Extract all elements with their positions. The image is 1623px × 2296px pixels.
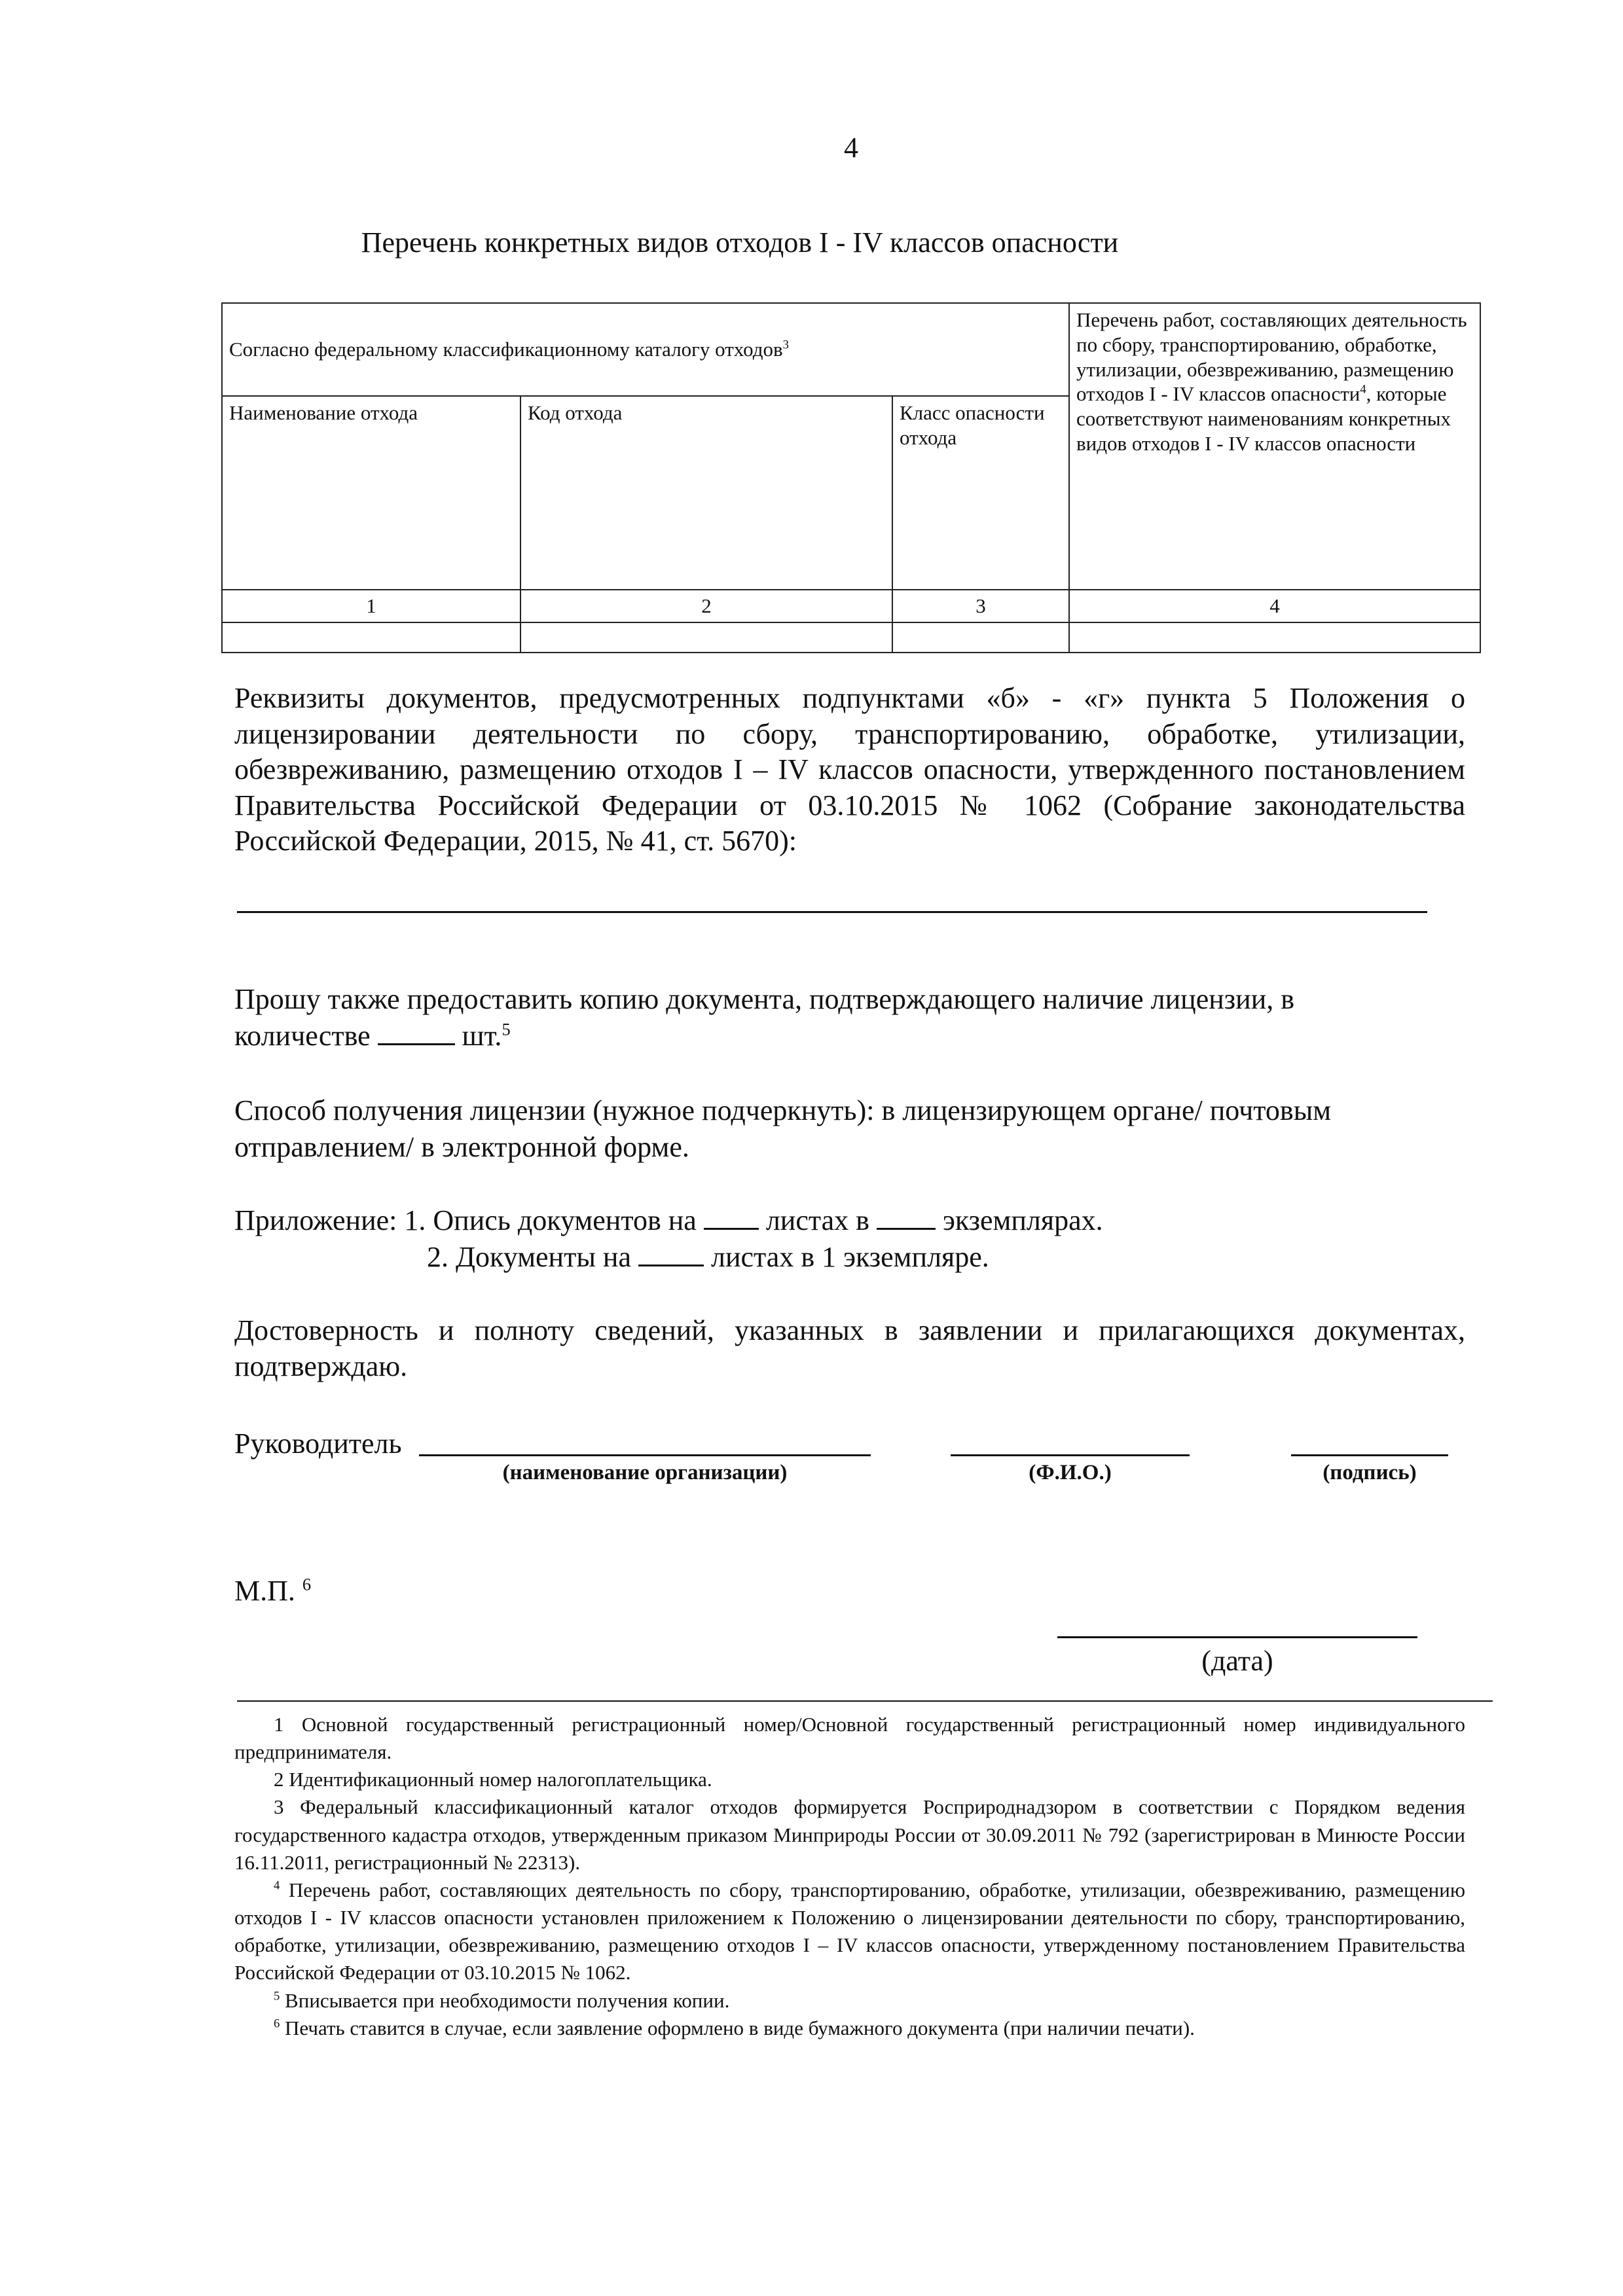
footnote <box>234 1711 1465 1766</box>
copy-quantity-label: количестве <box>234 1020 371 1052</box>
stamp-label: М.П. <box>234 1575 295 1607</box>
signature-caption: (подпись) <box>1322 1461 1417 1484</box>
footnote-mark: 2 <box>274 1768 284 1791</box>
footnote-ref-3: 3 <box>782 338 789 352</box>
footnote-text: Печать ставится в случае, если заявление оформлено в виде бумажного документа (при наличии печати). <box>285 2016 1195 2039</box>
organization-line[interactable] <box>419 1454 871 1456</box>
copy-unit: шт. <box>462 1020 502 1052</box>
signature-line[interactable] <box>1291 1454 1448 1456</box>
attachment-1-text: 1. Опись документов на <box>404 1204 697 1236</box>
footnote-mark: 1 <box>274 1713 284 1736</box>
col-number: 2 <box>520 590 892 622</box>
footnote-text: Перечень работ, составляющих деятельность по сбору, транспортированию, обработке, утилизации, обезвреживанию, размещению отходов I - IV классов опасности установлен приложением к Положению о лицензировании деятельности по сбору, транспортированию, обработке, утилизации, обезвреживанию, размещению отходов I – IV классов опасности, утвержденному постановлением Правительства Российской Федерации от 03.10.2015 № 1062. <box>234 1878 1466 1984</box>
requisites-fill-line[interactable] <box>237 911 1427 913</box>
copy-request-line1: Прошу также предоставить копию документа, подтверждающего наличие лицензии, в <box>234 983 1295 1015</box>
col-number: 3 <box>892 590 1069 622</box>
footnote-mark: 3 <box>274 1795 284 1819</box>
attachment-item-2 <box>427 1240 1409 1276</box>
footnote <box>234 2015 1465 2042</box>
receipt-method-line2: отправлением/ в электронной форме. <box>234 1131 689 1163</box>
copy-request-line2 <box>234 1018 1465 1054</box>
table-cell[interactable] <box>1069 622 1480 653</box>
footnote-ref-4: 4 <box>1360 383 1366 397</box>
footnote-mark: 6 <box>274 2017 280 2031</box>
organization-caption: (наименование организации) <box>502 1461 788 1484</box>
attachment-2-text: 2. Документы на <box>427 1241 631 1273</box>
waste-types-table <box>221 302 1481 653</box>
footnote-mark: 4 <box>274 1878 280 1893</box>
attachment-1-pages-blank[interactable] <box>704 1206 759 1230</box>
attachments-label: Приложение: <box>234 1204 397 1236</box>
stamp-place <box>234 1574 311 1607</box>
footnotes <box>234 1711 1465 2042</box>
requisites-paragraph: Реквизиты документов, предусмотренных подпунктами «б» - «г» пункта 5 Положения о лицензировании деятельности по сбору, транспортированию, обработке, утилизации, обезвреживанию, размещению отходов I – IV классов опасности, утвержденного постановлением Правительства Российской Федерации от 03.10.2015 № 1062 (Собрание законодательства Российской Федерации, 2015, № 41, ст. 5670): <box>234 682 1465 857</box>
col-number: 4 <box>1069 590 1480 622</box>
footnote-mark: 5 <box>274 1989 280 2003</box>
attachment-2-text-end: листах в 1 экземпляре. <box>710 1241 989 1273</box>
works-header-tail: , которые соответствуют наименованиям конкретных видов отходов I - IV классов опасности <box>1076 382 1451 456</box>
confirmation-paragraph: Достоверность и полноту сведений, указанных в заявлении и прилагающихся документах, подтверждаю. <box>234 1314 1465 1382</box>
works-header: Перечень работ, составляющих деятельность по сбору, транспортированию, обработке, утилизации, обезвреживанию, размещению отходов I - IV классов опасности <box>1076 308 1467 406</box>
footnote-text: Федеральный классификационный каталог отходов формируется Росприроднадзором в соответствии с Порядком ведения государственного кадастра отходов, утвержденным приказом Минприроды России от 30.09.2011 № 792 (зарегистрирован в Минюсте России 16.11.2011, регистрационный № 22313). <box>234 1795 1465 1874</box>
fio-line[interactable] <box>951 1454 1190 1456</box>
works-header-cell <box>1069 303 1480 590</box>
col-header-class: Класс опасности отхода <box>892 396 1069 590</box>
footnote-separator <box>237 1700 1493 1702</box>
page-number: 4 <box>844 132 858 164</box>
footnote <box>234 1766 1465 1793</box>
footnote <box>234 1876 1465 1987</box>
catalog-header-cell <box>222 303 1069 396</box>
attachment-2-pages-blank[interactable] <box>638 1242 704 1266</box>
footnote <box>234 1793 1465 1876</box>
head-label: Руководитель <box>234 1427 402 1460</box>
table-cell[interactable] <box>892 622 1069 653</box>
attachment-1-text-mid: листах в <box>765 1204 869 1236</box>
table-cell[interactable] <box>520 622 892 653</box>
footnote-ref-6: 6 <box>302 1574 312 1594</box>
footnote-text: Идентификационный номер налогоплательщика. <box>289 1768 712 1791</box>
page-title: Перечень конкретных видов отходов I - IV классов опасности <box>361 226 1119 259</box>
fio-caption: (Ф.И.О.) <box>1029 1461 1112 1484</box>
col-header-code: Код отхода <box>520 396 892 590</box>
copy-quantity-blank[interactable] <box>378 1021 455 1045</box>
col-header-name: Наименование отхода <box>222 396 520 590</box>
attachment-1-copies-blank[interactable] <box>877 1206 936 1230</box>
date-caption: (дата) <box>1201 1645 1273 1677</box>
footnote-text: Вписывается при необходимости получения копии. <box>285 1988 730 2012</box>
date-line[interactable] <box>1057 1636 1417 1638</box>
footnote-text: Основной государственный регистрационный номер/Основной государственный регистрационный номер индивидуального предпринимателя. <box>234 1713 1465 1764</box>
attachment-1-text-end: экземплярах. <box>942 1204 1103 1236</box>
attachment-item-1 <box>234 1203 1465 1239</box>
footnote-ref-5: 5 <box>501 1019 511 1039</box>
table-empty-row <box>222 622 1480 653</box>
footnote <box>234 1987 1465 2015</box>
catalog-header: Согласно федеральному классификационному каталогу отходов <box>229 338 783 361</box>
table-cell[interactable] <box>222 622 520 653</box>
receipt-method-line1: Способ получения лицензии (нужное подчеркнуть): в лицензирующем органе/ почтовым <box>234 1094 1332 1126</box>
col-number: 1 <box>222 590 520 622</box>
